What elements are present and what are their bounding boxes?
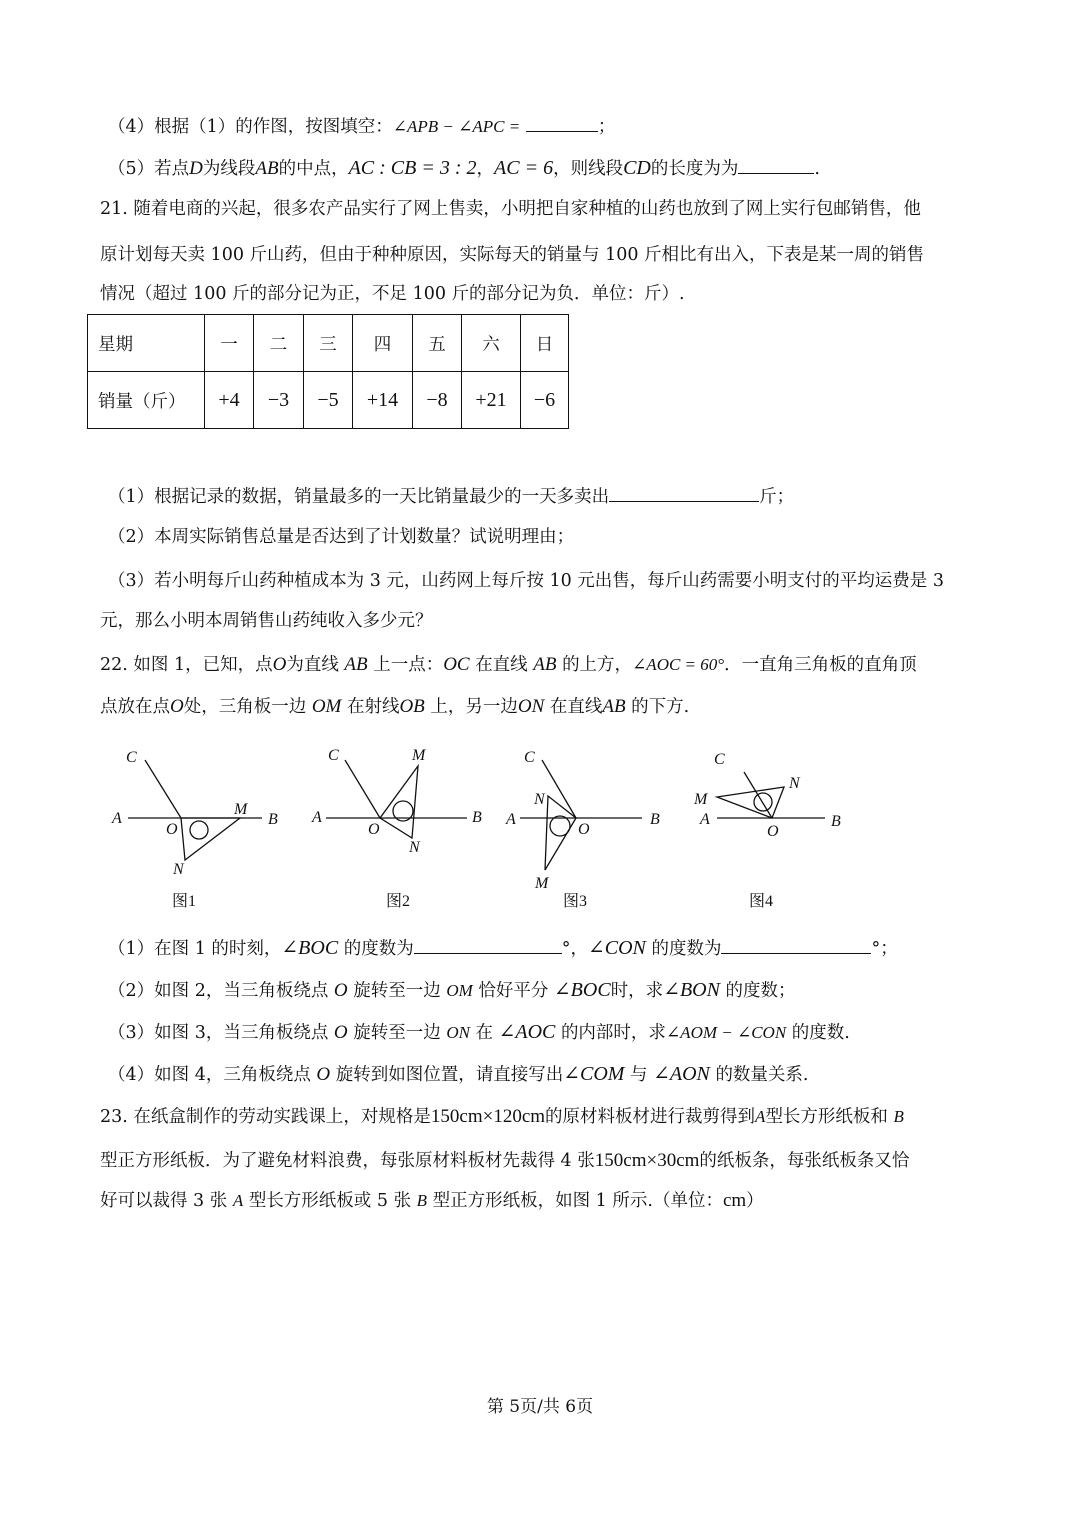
q21-line2: 原计划每天卖 100 斤山药，但由于种种原因，实际每天的销量与 100 斤相比有出入，下表是某一周的销售 (100, 245, 925, 265)
sales-table (87, 314, 569, 429)
q22-sub2-text: （2）如图 2，当三角板绕点 (108, 981, 329, 1001)
point-o: O (333, 980, 348, 1001)
q22-figures (0, 730, 1080, 920)
q21-sub3-line1: （3）若小明每斤山药种植成本为 3 元，山药网上每斤按 10 元出售，每斤山药需要小明支付的平均运费是 3 (108, 571, 944, 591)
angle-boc: ∠BOC (281, 937, 339, 959)
q22-sub3-text: （3）如图 3，当三角板绕点 (108, 1023, 329, 1043)
q22-sub3 (108, 1020, 850, 1045)
q23-text: 的纸板条，每张纸板条又恰 (699, 1151, 910, 1171)
q22-sub1-text: °， (561, 939, 588, 959)
type-a: A (232, 1191, 244, 1210)
q22-sub1 (108, 935, 898, 961)
type-a: A (755, 1107, 766, 1126)
q23-line1 (100, 1105, 904, 1129)
q23-text: 型长方形纸板和 (765, 1107, 888, 1127)
q22-text: 的上方， (562, 655, 633, 675)
sales-cell: −8 (413, 372, 462, 429)
q20-part5 (108, 155, 820, 181)
answer-blank[interactable] (414, 935, 562, 954)
label-o: O (166, 821, 178, 838)
day-cell: 四 (353, 315, 413, 372)
day-cell: 五 (413, 315, 462, 372)
label-m: M (412, 747, 426, 764)
sales-cell: −5 (304, 372, 353, 429)
sales-cell: +21 (462, 372, 521, 429)
q23-text: 型正方形纸板，如图 1 所示.（单位： (432, 1191, 723, 1211)
sales-cell: −3 (254, 372, 304, 429)
q22-sub2-text: 旋转至一边 (353, 981, 441, 1001)
strip-size: 150cm×30cm (594, 1150, 700, 1171)
q21-sub1 (108, 483, 794, 509)
q22-sub3-text: 的内部时，求 (560, 1023, 666, 1043)
side-om: OM (446, 981, 473, 1000)
answer-blank[interactable] (526, 113, 598, 132)
angle-boc: ∠BOC (553, 979, 611, 1001)
point-d: D (189, 158, 203, 179)
figure-caption: 图2 (386, 893, 411, 910)
day-cell: 二 (254, 315, 304, 372)
q22-sub2-text: 恰好平分 (478, 981, 549, 1001)
q20-part4-text: （4）根据（1）的作图，按图填空： (108, 117, 393, 137)
q22-sub4-text: 的数量关系. (715, 1065, 809, 1085)
figure-caption: 图4 (749, 893, 774, 910)
q20-part5-text: （5）若点 (108, 159, 190, 179)
type-b: B (893, 1107, 904, 1126)
q21-sub2: （2）本周实际销售总量是否达到了计划数量？试说明理由； (108, 527, 575, 547)
q22-sub1-text: 的度数为 (343, 939, 414, 959)
q20-part4 (108, 113, 615, 139)
q22-sub4-text: 旋转到如图位置，请直接写出 (335, 1065, 564, 1085)
label-n: N (534, 791, 545, 808)
q22-sub3-text: 旋转至一边 (353, 1023, 441, 1043)
q21-line1: 21. 随着电商的兴起，很多农产品实行了网上售卖，小明把自家种植的山药也放到了网上实行包邮销售，他 (100, 199, 921, 219)
label-c: C (328, 747, 339, 764)
q20-part5-text: 为线段 (202, 159, 256, 179)
sales-cell: +14 (353, 372, 413, 429)
q22-text: ．一直角三角板的直角顶 (724, 655, 917, 675)
line-ab: AB (344, 654, 368, 675)
q22-text: 22. 如图 1，已知，点 (100, 655, 273, 675)
ray-oc: OC (443, 654, 470, 675)
angle-difference: ∠AOM − ∠CON (665, 1023, 787, 1042)
angle-aoc: ∠AOC (498, 1021, 556, 1043)
figure-2 (326, 760, 467, 838)
angle-aon: ∠AON (653, 1063, 710, 1085)
q22-sub1-text: °； (871, 939, 898, 959)
day-cell: 一 (205, 315, 254, 372)
q22-text: 在射线 (346, 697, 400, 717)
label-c: C (524, 749, 535, 766)
q21-sub1-end: 斤； (759, 487, 795, 507)
figure-caption: 图3 (563, 893, 588, 910)
q22-sub2-text: 时，求 (610, 981, 664, 1001)
table-row (88, 315, 569, 372)
q22-text: 上一点： (373, 655, 444, 675)
q23-text: ） (746, 1191, 764, 1211)
figure-caption: 图1 (172, 893, 197, 910)
q23-line2 (100, 1149, 909, 1173)
side-on: ON (446, 1023, 470, 1042)
label-m: M (694, 791, 708, 808)
line-ab: AB (602, 696, 626, 717)
q23-text: 好可以裁得 3 张 (100, 1191, 228, 1211)
q22-sub3-text: 在 (475, 1023, 494, 1043)
type-b: B (416, 1191, 428, 1210)
page-footer: 第 5页/共 6页 (486, 1397, 594, 1417)
q22-sub2 (108, 978, 796, 1003)
label-o: O (767, 823, 779, 840)
q22-sub1-text: 的度数为 (651, 939, 722, 959)
q22-sub4-text: （4）如图 4，三角板绕点 (108, 1065, 311, 1085)
q22-text: 在直线 (475, 655, 528, 675)
q23-text: 23. 在纸盒制作的劳动实践课上，对规格是 (100, 1107, 431, 1127)
q21-sub1-text: （1）根据记录的数据，销量最多的一天比销量最少的一天多卖出 (108, 487, 610, 507)
ray-ob: OB (399, 696, 425, 717)
label-b: B (650, 811, 660, 828)
q22-sub2-text: 的度数； (725, 981, 796, 1001)
q22-text: 点放在点 (100, 697, 170, 717)
angle-com: ∠COM (563, 1063, 625, 1085)
table-header-label: 星期 (88, 315, 205, 372)
label-b: B (268, 811, 278, 828)
q22-line2 (100, 695, 689, 719)
q22-text: 为直线 (286, 655, 339, 675)
q22-sub3-text: 的度数. (791, 1023, 850, 1043)
label-o: O (578, 821, 590, 838)
q23-text: 的原材料板材进行裁剪得到 (545, 1107, 756, 1127)
answer-blank[interactable] (609, 483, 759, 502)
label-a: A (506, 811, 516, 828)
label-c: C (714, 751, 725, 768)
q22-sub4 (108, 1062, 809, 1087)
table-row-label: 销量（斤） (88, 372, 205, 429)
label-c: C (126, 749, 137, 766)
sales-cell: −6 (521, 372, 569, 429)
point-o: O (170, 696, 184, 717)
unit: cm (722, 1190, 747, 1211)
angle-bon: ∠BON (663, 979, 720, 1001)
label-m: M (234, 801, 248, 818)
label-n: N (173, 861, 184, 878)
point-o: O (272, 654, 287, 675)
segment-ab: AB (255, 158, 279, 179)
label-b: B (831, 813, 841, 830)
q22-text: 上，另一边 (430, 697, 518, 717)
figure-3 (520, 760, 642, 870)
q20-part5-text: ，则线段 (553, 159, 624, 179)
q21-line3: 情况（超过 100 斤的部分记为正，不足 100 斤的部分记为负．单位：斤）. (100, 284, 685, 304)
day-cell: 日 (521, 315, 569, 372)
side-on: ON (517, 696, 545, 717)
q22-sub1-text: （1）在图 1 的时刻， (108, 939, 282, 959)
line-ab: AB (533, 654, 557, 675)
q23-text: 型正方形纸板．为了避免材料浪费，每张原材料板材先裁得 4 张 (100, 1151, 595, 1171)
q22-text: 的下方. (631, 697, 690, 717)
angle-aoc: ∠AOC = 60° (632, 655, 725, 674)
q20-part5-text: 的中点， (278, 159, 349, 179)
label-a: A (700, 811, 710, 828)
label-a: A (112, 810, 122, 827)
q23-text: 型长方形纸板或 5 张 (248, 1191, 412, 1211)
day-cell: 三 (304, 315, 353, 372)
table-row (88, 372, 569, 429)
q21-sub3-line2: 元，那么小明本周销售山药纯收入多少元？ (100, 611, 433, 631)
label-n: N (409, 839, 420, 856)
q23-line3 (100, 1189, 764, 1213)
day-cell: 六 (462, 315, 521, 372)
q22-text: 在直线 (549, 697, 603, 717)
point-o: O (333, 1022, 348, 1043)
label-o: O (368, 821, 380, 838)
figure-4 (717, 772, 825, 818)
q22-sub4-text: 与 (630, 1065, 648, 1085)
answer-blank[interactable] (738, 155, 814, 174)
ac-value: AC = 6 (494, 157, 554, 179)
q22-text: 处，三角板一边 (183, 697, 307, 717)
segment-cd: CD (623, 157, 651, 179)
q20-part4-end: ； (597, 117, 616, 137)
point-o: O (316, 1064, 331, 1085)
label-b: B (472, 809, 482, 826)
side-om: OM (311, 696, 342, 717)
sales-cell: +4 (205, 372, 254, 429)
q22-line1 (100, 653, 917, 677)
ratio-expr: AC : CB = 3 : 2 (348, 157, 477, 179)
q20-part4-expr: ∠APB − ∠APC = (392, 117, 521, 136)
answer-blank[interactable] (721, 935, 871, 954)
board-size: 150cm×120cm (430, 1106, 546, 1127)
label-n: N (789, 775, 800, 792)
q20-part5-text: 的长度为为 (650, 159, 739, 179)
angle-con: ∠CON (588, 937, 646, 959)
q20-part5-end: . (814, 159, 820, 179)
label-a: A (312, 809, 322, 826)
label-m: M (535, 875, 549, 892)
q20-part5-text: ， (476, 159, 495, 179)
